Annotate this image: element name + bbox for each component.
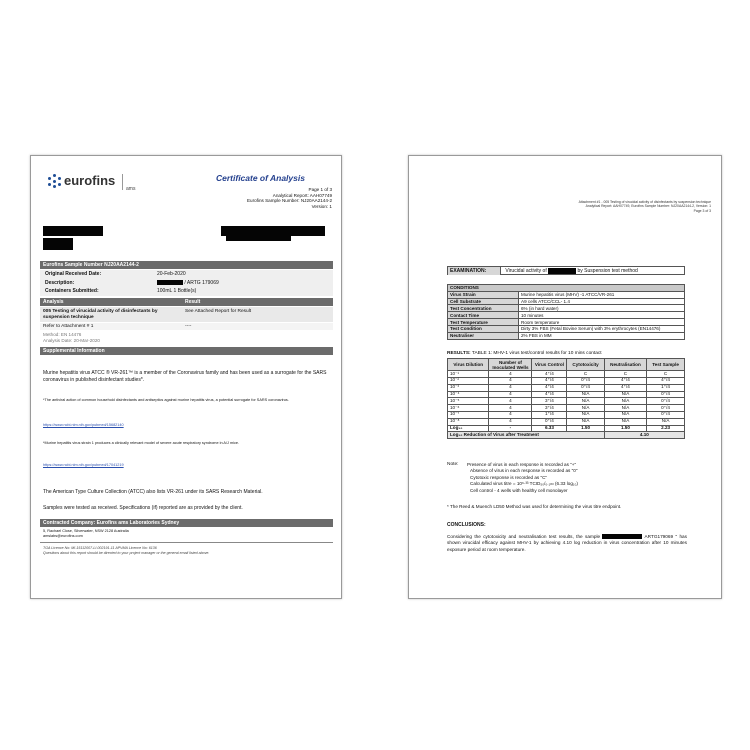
sample-fields: [40, 270, 333, 296]
table-cell: 4⁺/4: [647, 377, 685, 384]
table-cell: N/A: [604, 405, 646, 412]
table-cell: 0⁺/4: [647, 411, 685, 418]
examination-pre: Virucidal activity of: [505, 268, 547, 274]
examination-box: [447, 266, 685, 275]
table-cell: 0⁺/4: [567, 377, 604, 384]
results-caption: [447, 351, 602, 356]
table-cell: 4: [489, 371, 532, 378]
table-cell: 4⁺/4: [532, 384, 567, 391]
analytical-report: Analytical Report: AAH07749: [272, 192, 332, 198]
supplemental-paragraph: Samples were tested as received. Specifications (if) reported are as provided by the client.: [43, 505, 243, 511]
redaction: [43, 226, 103, 236]
examination-post: by Suspension test method: [577, 268, 638, 274]
sample-number: Eurofins Sample Number: NJ20AA2144-2: [246, 198, 332, 204]
condition-value: Room temperature: [519, 319, 685, 326]
redaction: [43, 238, 73, 250]
redaction: [226, 236, 291, 241]
condition-label: Test Condition: [448, 325, 519, 332]
note-line: Cell control - 4 wells with healthy cell monolayer: [470, 487, 568, 493]
examination-label: EXAMINATION:: [448, 267, 501, 275]
logo-sub: ams: [126, 186, 136, 192]
table-cell: 0⁺/4: [647, 391, 685, 398]
table-cell: 10⁻⁴: [448, 391, 489, 398]
table-cell: 4: [489, 411, 532, 418]
header-line: Attachment #1 - 005 Testing of virucidal activity of disinfectants by suspension technique: [578, 200, 711, 204]
table-cell: 4: [489, 405, 532, 412]
condition-value: 2% FBS in MM: [519, 332, 685, 339]
conclusion-text: [447, 534, 687, 553]
field-value: 100mL 1 Bottle(s): [157, 288, 197, 294]
analysis-result: See Attached Report for Result: [185, 309, 252, 314]
supplemental-note: *The antiviral action of common household disinfectants and antiseptics against murine hepatitis virus, a potential surrogate for SARS coronavirus.: [43, 398, 289, 402]
field-label: Original Received Date:: [45, 271, 102, 277]
condition-label: Test Temperature: [448, 319, 519, 326]
analysis-bar: [40, 298, 333, 306]
supplemental-bar: Supplemental Information: [40, 347, 333, 355]
conditions-table: [447, 284, 685, 340]
note-line: Absence of virus in each response is recorded as "0": [470, 468, 578, 474]
table-row: [448, 411, 685, 418]
version: Version: 1: [311, 204, 332, 210]
table-row: [448, 418, 685, 425]
table-cell: C: [604, 371, 646, 378]
redaction: [221, 226, 325, 236]
table-cell: 10⁻⁶: [448, 405, 489, 412]
notes-list: [467, 462, 687, 494]
page-number: Page 1 of 3: [308, 187, 332, 192]
table-cell: N/A: [567, 405, 604, 412]
table-row: [448, 371, 685, 378]
note-line: Cytotoxic response is recorded as "C": [470, 474, 548, 480]
column-header: Number of Inoculated Wells: [489, 359, 532, 371]
table-cell: N/A: [567, 418, 604, 425]
redaction: [157, 280, 183, 285]
field-label: Description:: [45, 279, 75, 286]
supplemental-note: *Murine hepatitis virus strain 1 produces a clinically relevant model of severe acute respiratory syndrome in A/J mice.: [43, 441, 240, 445]
table-cell: N/A: [604, 418, 646, 425]
footer-licence: TGA Licence No: MI-15112007-LI-002191-11 APVMA Licence No: 6136: [43, 546, 157, 550]
table-cell: 1.50: [567, 425, 604, 432]
table-cell: N/A: [604, 391, 646, 398]
contract-bar: Contracted Company: Eurofins ams Laboratories Sydney: [40, 519, 333, 527]
reference-link[interactable]: https://www.ncbi.nlm.nih.gov/pubmed/17041219: [43, 463, 124, 467]
logo-text: eurofins: [64, 173, 116, 188]
redaction: [602, 534, 642, 539]
table-cell: 10⁻¹: [448, 371, 489, 378]
table-cell: 10⁻³: [448, 384, 489, 391]
email: amslabs@eurofins.com: [43, 534, 83, 538]
table-cell: 1⁺/4: [647, 384, 685, 391]
reduction-value: 4.10: [604, 432, 684, 439]
table-cell: 4: [489, 398, 532, 405]
sample-bar: Eurofins Sample Number NJ20AA2144-2: [40, 261, 333, 269]
divider: [40, 542, 333, 543]
condition-label: Neutraliser: [448, 332, 519, 339]
analysis-row: [40, 307, 333, 322]
table-cell: N/A: [647, 418, 685, 425]
conclusion-rest: ARTG179069 " has shown virucidal efficacy against MHV-1 by achieving 4.10 log reduction in virus concentration after 10 minutes exposure period at room temperature.: [447, 534, 687, 552]
reference-link[interactable]: https://www.ncbi.nlm.nih.gov/pubmed/15682140: [43, 423, 124, 427]
conclusion-pre: Considering the cytotoxicity and neutralisation test results, the sample: [447, 534, 601, 539]
table-cell: N/A: [567, 411, 604, 418]
condition-value: Murine hepatitis virus (MHV) -1 ATCC/VR-261: [519, 291, 685, 298]
header-line: Page 3 of 3: [693, 208, 711, 213]
table-cell: 4: [489, 377, 532, 384]
condition-value: A9 cells ATCC/CCL- 1.4: [519, 298, 685, 305]
column-header: Virus Dilution: [448, 359, 489, 371]
conclusions-title: CONCLUSIONS:: [447, 522, 486, 528]
condition-label: Virus Strain: [448, 291, 519, 298]
table-row: [448, 384, 685, 391]
table-cell: 4⁺/4: [604, 384, 646, 391]
table-cell: 10⁻²: [448, 377, 489, 384]
table-cell: 4: [489, 384, 532, 391]
analysis-date: Analysis Date: 20-Mar-2020: [43, 338, 100, 343]
document-title: Certificate of Analysis: [216, 173, 305, 183]
redaction: [548, 268, 576, 274]
table-cell: 1⁺/4: [532, 411, 567, 418]
refer-result: ----: [185, 324, 192, 329]
note-label: Note:: [447, 462, 459, 467]
eurofins-logo-icon: [48, 174, 62, 188]
column-header: Virus Control: [532, 359, 567, 371]
refer-row: [40, 323, 333, 330]
table-cell: N/A: [604, 398, 646, 405]
attachment-header: [491, 200, 711, 213]
table-cell: 3⁺/4: [532, 405, 567, 412]
table-row: [448, 405, 685, 412]
table-cell: 10⁻⁵: [448, 398, 489, 405]
table-cell: 0⁺/4: [647, 405, 685, 412]
method: Method: EN 14476: [43, 332, 82, 337]
table-cell: Log₁₀: [448, 425, 489, 432]
field-label: Containers Submitted:: [45, 288, 99, 294]
table-cell: -: [489, 425, 532, 432]
reed-note: * The Reed & Muench LD50 Method was used for determining the virus titre endpoint.: [447, 504, 622, 509]
table-cell: 6.33: [532, 425, 567, 432]
table-cell: C: [647, 371, 685, 378]
supplemental-paragraph: Murine hepatitis virus ATCC ® VR-261™ is a member of the Coronavirus family and has been used as a surrogate for the SARS coronavirus in published disinfectant studies*.: [43, 370, 327, 383]
supplemental-paragraph: The American Type Culture Collection (ATCC) also lists VR-261 under its SARS Research Material.: [43, 489, 263, 495]
analysis-name: 005 Testing of virucidal activity of disinfectants by suspension technique: [43, 309, 158, 320]
field-value: 20-Feb-2020: [157, 271, 186, 277]
table-cell: N/A: [604, 411, 646, 418]
header-line: Analytical Report: AAH07749, Eurofins Sample Number: NJ20AA2144-2, Version: 1: [585, 204, 711, 209]
table-cell: 0⁺/4: [532, 418, 567, 425]
results-caption-text: TABLE 1: MHV-1 virus test/control results for 10 mins contact: [471, 351, 602, 356]
attachment-page: [408, 155, 722, 599]
note-line: Presence of virus in each response is recorded as "+": [467, 462, 577, 467]
conditions-title: CONDITIONS: [448, 285, 685, 292]
results-table: [447, 358, 685, 439]
note-line: Calculated virus titre = 10⁶·³³ TCID₅₀/₀.₁ₘₗ (6.33 log₁₀): [470, 481, 578, 487]
reduction-label: Log₁₀ Reduction of Virus after Treatment: [448, 432, 605, 439]
results-title: RESULTS:: [447, 351, 471, 356]
table-cell: N/A: [567, 391, 604, 398]
logo-divider: [122, 174, 123, 190]
refer-text: Refer to Attachment # 1: [43, 324, 94, 329]
table-row: [448, 398, 685, 405]
table-cell: 4: [489, 391, 532, 398]
table-row: [448, 377, 685, 384]
table-cell: 10⁻⁷: [448, 411, 489, 418]
footer-questions: Questions about this report should be directed to your project manager or the general email listed above.: [43, 551, 210, 555]
table-cell: 4⁺/4: [604, 377, 646, 384]
table-cell: 4⁺/4: [532, 391, 567, 398]
column-header: Neutralisation: [604, 359, 646, 371]
column-header: Cytotoxicity: [567, 359, 604, 371]
table-cell: 4⁺/4: [532, 377, 567, 384]
reduction-row: [448, 432, 685, 439]
field-value: / ARTG 179069: [184, 279, 219, 286]
table-cell: N/A: [567, 398, 604, 405]
analysis-header: Analysis: [43, 299, 64, 305]
table-cell: 0⁺/4: [567, 384, 604, 391]
condition-label: Cell Substrate: [448, 298, 519, 305]
table-cell: 10⁻⁸: [448, 418, 489, 425]
address: 5, Rachael Close, Silverwater, NSW 2128 Australia: [43, 529, 129, 533]
table-cell: 4⁺/4: [532, 371, 567, 378]
column-header: Test Sample: [647, 359, 685, 371]
table-row: [448, 391, 685, 398]
condition-value: Dirty 3% FBS (Fetal Bovine Serum) with 3% erythrocytes (EN14476): [519, 325, 685, 332]
table-cell: 1.50: [604, 425, 646, 432]
certificate-page: [30, 155, 342, 599]
table-cell: 2.23: [647, 425, 685, 432]
condition-label: Contact Time: [448, 312, 519, 319]
log-row: [448, 425, 685, 432]
condition-value: 10 minutes: [519, 312, 685, 319]
table-cell: C: [567, 371, 604, 378]
table-cell: 4: [489, 418, 532, 425]
condition-label: Test Concentration: [448, 305, 519, 312]
result-header: Result: [185, 299, 201, 305]
condition-value: 6% (in hard water): [519, 305, 685, 312]
table-cell: 0⁺/4: [647, 398, 685, 405]
table-cell: 3⁺/4: [532, 398, 567, 405]
